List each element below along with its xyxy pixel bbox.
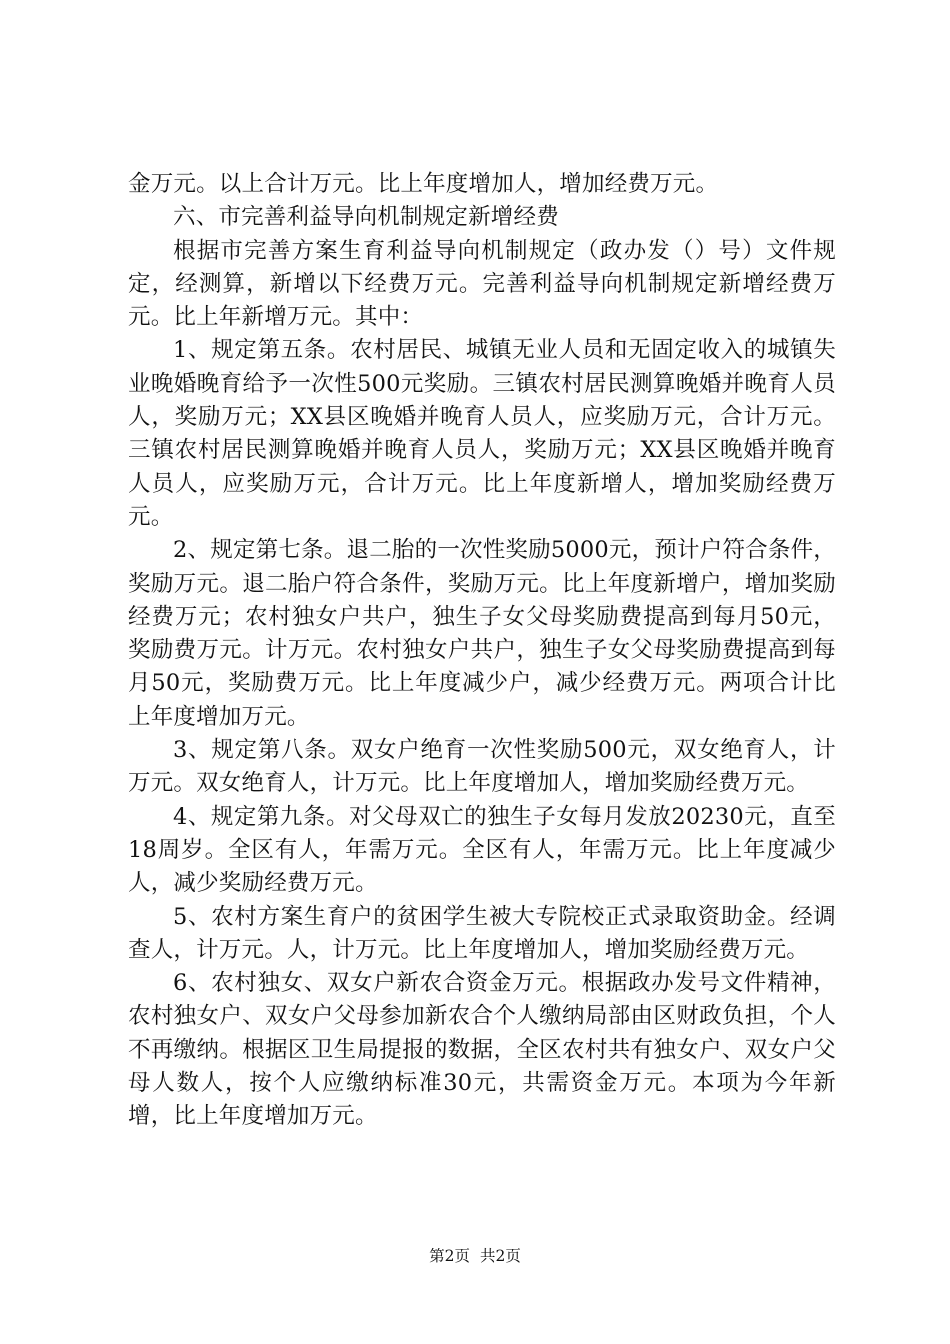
paragraph-item-1: 1、规定第五条。农村居民、城镇无业人员和无固定收入的城镇失业晚婚晚育给予一次性500元奖励。三镇农村居民测算晚婚并晚育人员人，奖励万元；XX县区晚婚并晚育人员人，应奖励万元，合计万元。三镇农村居民测算晚婚并晚育人员人，奖励万元；XX县区晚婚并晚育人员人，应奖励万元，合计万元。比上年度新增人，增加奖励经费万元。 (128, 337, 836, 530)
page-footer (0, 1246, 950, 1266)
paragraph-item-3: 3、规定第八条。双女户绝育一次性奖励500元，双女绝育人，计万元。双女绝育人，计万元。比上年度增加人，增加奖励经费万元。 (128, 737, 836, 797)
paragraph-item-2: 2、规定第七条。退二胎的一次性奖励5000元，预计户符合条件，奖励万元。退二胎户符合条件，奖励万元。比上年度新增户，增加奖励经费万元；农村独女户共户，独生子女父母奖励费提高到每月50元，奖励费万元。计万元。农村独女户共户，独生子女父母奖励费提高到每月50元，奖励费万元。比上年度减少户，减少经费万元。两项合计比上年度增加万元。 (128, 537, 836, 730)
section-heading: 六、市完善利益导向机制规定新增经费 (173, 204, 559, 231)
page-number-current: 第2页 (429, 1247, 470, 1265)
paragraph-continuation: 金万元。以上合计万元。比上年度增加人，增加经费万元。 (128, 171, 719, 197)
paragraph-intro: 根据市完善方案生育利益导向机制规定（政办发（）号）文件规定，经测算，新增以下经费万元。完善利益导向机制规定新增经费万元。比上年新增万元。其中： (128, 237, 836, 331)
document-body (128, 168, 836, 1134)
paragraph-item-5: 5、农村方案生育户的贫困学生被大专院校正式录取资助金。经调查人，计万元。人，计万元。比上年度增加人，增加奖励经费万元。 (128, 903, 836, 963)
page-number-total: 共2页 (480, 1247, 521, 1265)
paragraph-item-6: 6、农村独女、双女户新农合资金万元。根据政办发号文件精神，农村独女户、双女户父母参加新农合个人缴纳局部由区财政负担，个人不再缴纳。根据区卫生局提报的数据，全区农村共有独女户、双女户父母人数人，按个人应缴纳标准30元，共需资金万元。本项为今年新增，比上年度增加万元。 (128, 970, 836, 1130)
paragraph-item-4: 4、规定第九条。对父母双亡的独生子女每月发放20230元，直至18周岁。全区有人，年需万元。全区有人，年需万元。比上年度减少人，减少奖励经费万元。 (128, 803, 836, 897)
